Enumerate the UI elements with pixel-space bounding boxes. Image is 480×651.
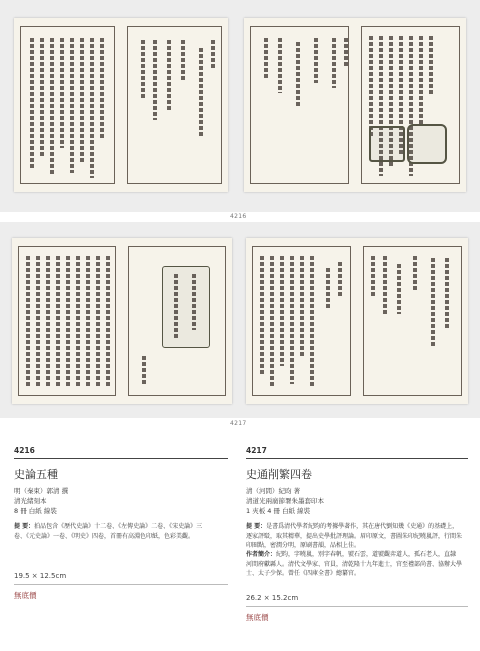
- lot-number: 4216: [14, 446, 35, 455]
- book-page: [12, 238, 122, 404]
- author-label: 作者簡介：: [246, 551, 277, 558]
- seal-stamp: [407, 124, 447, 164]
- figure-label-top: 4216: [230, 213, 247, 220]
- notes-label: 提 要：: [14, 523, 35, 530]
- book-page: [14, 18, 121, 192]
- lot-title: 史論五種: [14, 468, 58, 481]
- notes-text: 拍品包含《歷代史論》十二卷、《左傳史論》二卷、《宋史論》三卷、《元史論》一卷、《明史》四卷，首冊有高淵色印紙，色彩美觀。: [14, 523, 203, 540]
- book-spread-right: [246, 238, 468, 404]
- meta-line: 1 夾板 4 冊 白紙 線裝: [246, 507, 311, 515]
- lot-4217-photo: [0, 222, 480, 418]
- lot-price: 無底價: [246, 613, 269, 622]
- author-bio: [246, 550, 462, 579]
- book-page: [244, 18, 355, 192]
- lot-4216-photo: [0, 0, 480, 212]
- lot-number: 4217: [246, 446, 267, 455]
- lot-divider: [246, 458, 468, 459]
- figure-label-bottom: 4217: [230, 420, 247, 427]
- lot-meta: [246, 486, 468, 516]
- price-divider: [246, 606, 468, 607]
- book-spread-left: [12, 238, 232, 404]
- lot-dimensions: 26.2 × 15.2cm: [246, 594, 299, 602]
- meta-line: 明（秦束）郭清 撰: [14, 487, 69, 495]
- author-text: 紀昀，字曉嵐，別字春帆，號石雲，道號觀弈道人，孤石老人，直隸河間府獻縣人。清代文學家、官員，清乾隆十九年進士，官至禮部尚書、協辦大學士、太子少保。曾任《四庫全書》總纂官。: [246, 551, 463, 577]
- notes-label: 提 要：: [246, 523, 267, 530]
- seal-stamp: [369, 126, 405, 162]
- book-spread-right: [244, 18, 466, 192]
- meta-line: 清光緒刻本: [14, 497, 47, 505]
- lot-price: 無底價: [14, 591, 37, 600]
- lot-meta: [14, 486, 228, 516]
- book-page: [246, 238, 357, 404]
- lot-notes: [246, 522, 462, 551]
- book-page: [357, 238, 468, 404]
- title-slip: [162, 266, 210, 348]
- lot-notes: [14, 522, 214, 541]
- lot-divider: [14, 458, 228, 459]
- book-page: [121, 18, 228, 192]
- meta-line: 清道光兩廣節署朱墨套印本: [246, 497, 324, 505]
- notes-text: 是書爲清代學者紀昀的考據學著作，其在唐代劉知幾《史通》的基礎上，逐家評駁，取其精華，提出史學批評理論。眉印原文，書圖朱印紀曉嵐評，行間朱印圈點，密潤分明，原刷書韻，品相上佳。: [246, 523, 463, 549]
- book-page: [355, 18, 466, 192]
- meta-line: 8 冊 白紙 線裝: [14, 507, 57, 515]
- price-divider: [14, 584, 228, 585]
- lot-title: 史通削繁四卷: [246, 468, 312, 481]
- book-page: [122, 238, 232, 404]
- lot-dimensions: 19.5 × 12.5cm: [14, 572, 67, 580]
- book-spread-left: [14, 18, 228, 192]
- meta-line: 清（河間）紀昀 著: [246, 487, 301, 495]
